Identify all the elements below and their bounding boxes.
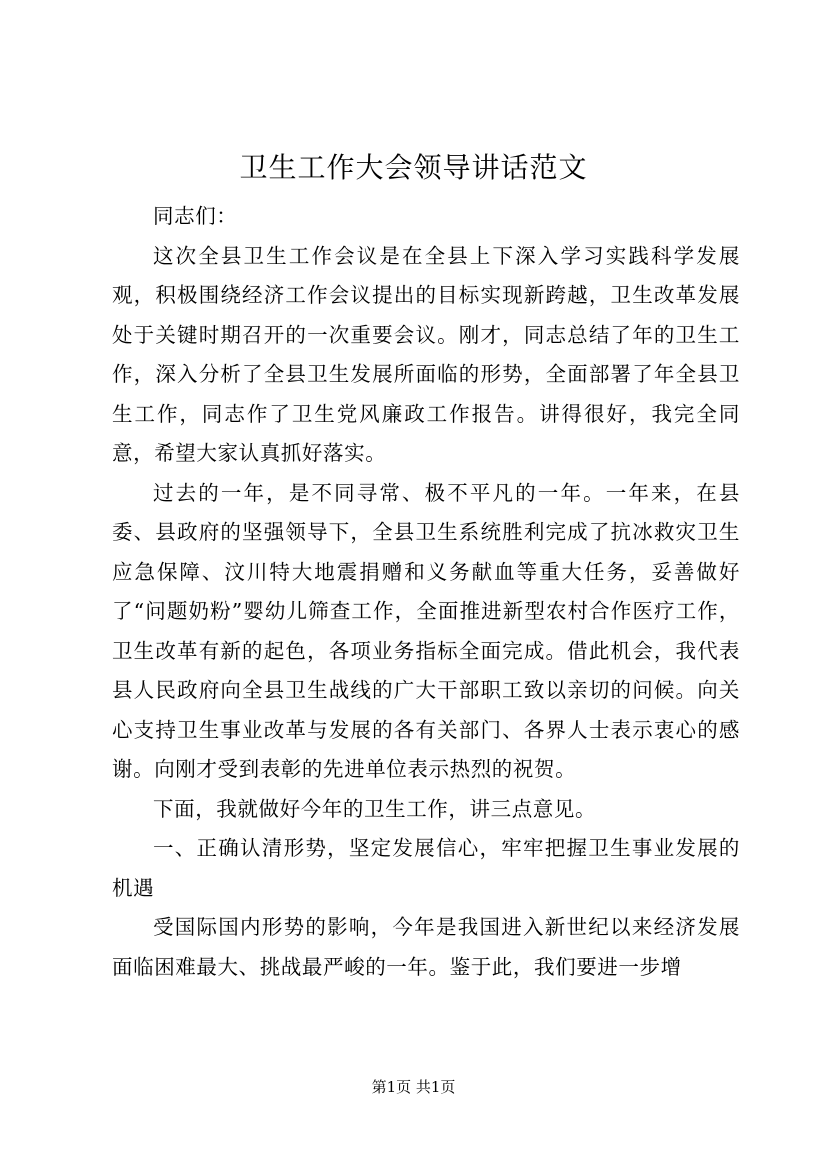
paragraph-meeting-intro: 这次全县卫生工作会议是在全县上下深入学习实践科学发展观，积极围绕经济工作会议提出的目标实现新跨越，卫生改革发展处于关键时期召开的一次重要会议。刚才，同志总结了年的卫生工作，深入分析了全县卫生发展所面临的形势，全面部署了年全县卫生工作，同志作了卫生党风廉政工作报告。讲得很好，我完全同意，希望大家认真抓好落实。 (112, 243, 740, 465)
document-body (112, 197, 740, 987)
section-heading-1: 一、正确认清形势，坚定发展信心，牢牢把握卫生事业发展的机遇 (112, 836, 740, 900)
paragraph-situation: 受国际国内形势的影响，今年是我国进入新世纪以来经济发展面临困难最大、挑战最严峻的一年。鉴于此，我们要进一步增 (112, 915, 740, 979)
paragraph-three-points: 下面，我就做好今年的卫生工作，讲三点意见。 (153, 796, 597, 821)
document-title: 卫生工作大会领导讲话范文 (239, 151, 588, 184)
paragraph-past-year: 过去的一年，是不同寻常、极不平凡的一年。一年来，在县委、县政府的坚强领导下，全县卫生系统胜利完成了抗冰救灾卫生应急保障、汶川特大地震捐赠和义务献血等重大任务，妥善做好了“问题奶粉”婴幼儿筛查工作，全面推进新型农村合作医疗工作，卫生改革有新的起色，各项业务指标全面完成。借此机会，我代表县人民政府向全县卫生战线的广大干部职工致以亲切的问候。向关心支持卫生事业改革与发展的各有关部门、各界人士表示衷心的感谢。向刚才受到表彰的先进单位表示热烈的祝贺。 (112, 480, 740, 781)
paragraph-salutation: 同志们： (153, 204, 238, 228)
page-number-label: 第1页 共1页 (371, 1078, 456, 1096)
page-footer (0, 1077, 827, 1097)
